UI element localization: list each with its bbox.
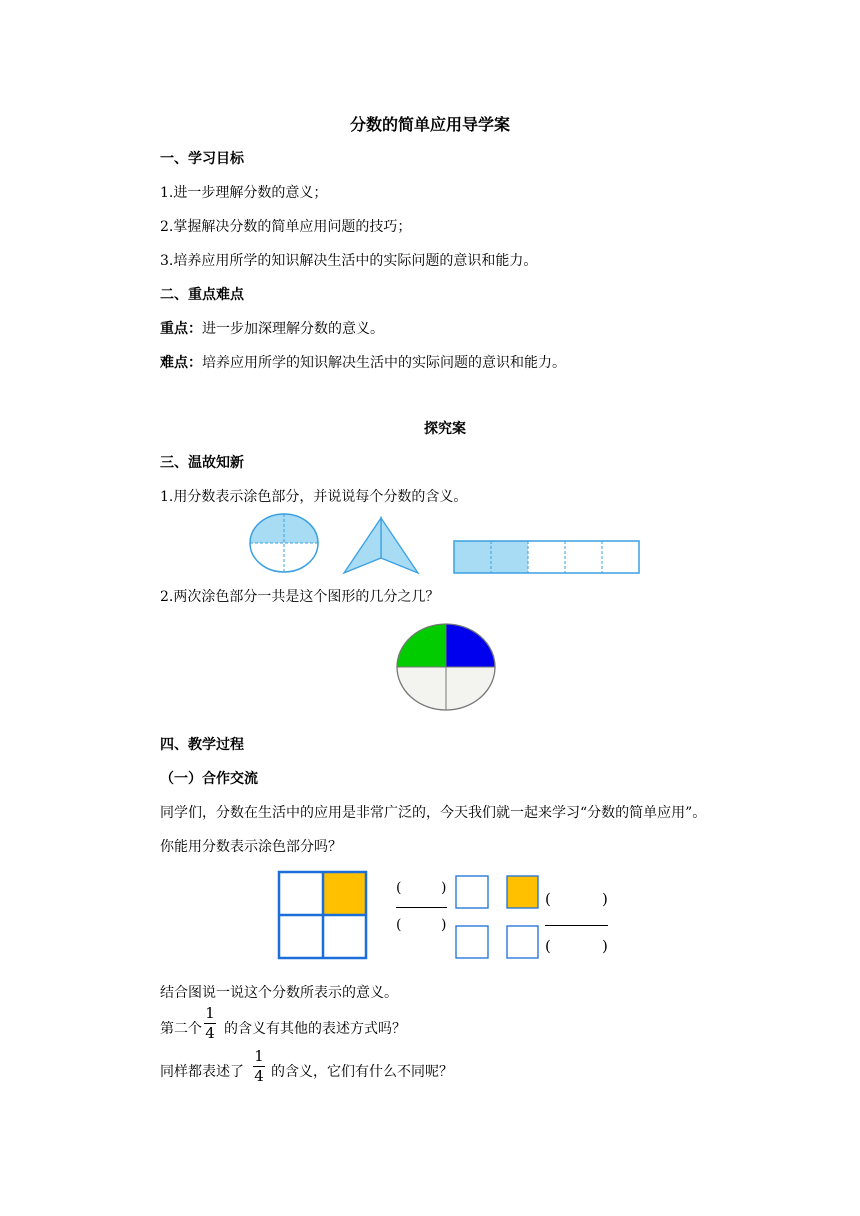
key-point-text: 进一步加深理解分数的意义。 bbox=[202, 321, 384, 337]
fraction-bar-2 bbox=[545, 925, 608, 926]
goal-item-2: 2.掌握解决分数的简单应用问题的技巧； bbox=[160, 219, 412, 235]
blank-denominator-close: ) bbox=[441, 917, 447, 933]
key-point-label: 重点： bbox=[160, 321, 202, 337]
difficult-point-label: 难点： bbox=[160, 355, 202, 371]
intro-paragraph: 同学们，分数在生活中的应用是非常广泛的，今天我们就一起来学习“分数的简单应用”。 bbox=[160, 805, 707, 821]
fraction-one-quarter-2 bbox=[253, 1048, 265, 1085]
blank-denominator-open: ( bbox=[396, 917, 402, 933]
oval-quarters-figure bbox=[393, 620, 499, 714]
question-shade-fraction: 你能用分数表示涂色部分吗？ bbox=[160, 839, 342, 855]
question-difference-prefix: 同样都表述了 bbox=[160, 1064, 244, 1080]
review-question-2: 2.两次涂色部分一共是这个图形的几分之几？ bbox=[160, 589, 440, 605]
section-4-heading: 四、教学过程 bbox=[160, 737, 244, 753]
question-difference-suffix: 的含义，它们有什么不同呢？ bbox=[271, 1064, 453, 1080]
question-other-expression-prefix: 第二个 bbox=[160, 1021, 202, 1037]
blank-fraction-figures bbox=[454, 874, 542, 960]
blank-denominator-close-2: ) bbox=[602, 937, 608, 955]
section-3-heading: 三、温故知新 bbox=[160, 455, 244, 471]
blank-denominator-open-2: ( bbox=[545, 937, 551, 955]
review-question-1: 1.用分数表示涂色部分，并说说每个分数的含义。 bbox=[160, 489, 468, 505]
goal-item-1: 1.进一步理解分数的意义； bbox=[160, 185, 328, 201]
subsection-heading: （一）合作交流 bbox=[160, 771, 258, 787]
explore-title: 探究案 bbox=[424, 421, 466, 437]
key-point bbox=[160, 318, 384, 338]
blank-numerator-close-2: ) bbox=[602, 890, 608, 908]
fraction-numerator: 1 bbox=[205, 1004, 215, 1022]
section-2-heading: 二、重点难点 bbox=[160, 287, 244, 303]
fraction-denominator-2: 4 bbox=[254, 1067, 264, 1085]
blank-numerator-close: ) bbox=[441, 880, 447, 896]
fraction-bar bbox=[396, 907, 447, 908]
grid-square-figure bbox=[276, 869, 370, 961]
fraction-numerator-2: 1 bbox=[254, 1047, 264, 1065]
fraction-denominator: 4 bbox=[205, 1024, 215, 1042]
blank-numerator-open: ( bbox=[396, 880, 402, 896]
goal-item-3: 3.培养应用所学的知识解决生活中的实际问题的意识和能力。 bbox=[160, 253, 538, 269]
circle-quarters-figure bbox=[245, 512, 323, 574]
explain-meaning-text: 结合图说一说这个分数所表示的意义。 bbox=[160, 985, 398, 1001]
triangle-figure bbox=[340, 514, 422, 576]
blank-numerator-open-2: ( bbox=[545, 890, 551, 908]
difficult-point-text: 培养应用所学的知识解决生活中的实际问题的意识和能力。 bbox=[202, 355, 566, 371]
rectangle-fifths-figure bbox=[452, 539, 642, 575]
page-title: 分数的简单应用导学案 bbox=[349, 115, 510, 134]
section-1-heading: 一、学习目标 bbox=[160, 151, 244, 167]
question-other-expression-suffix: 的含义有其他的表述方式吗？ bbox=[224, 1021, 406, 1037]
fraction-one-quarter bbox=[204, 1005, 216, 1042]
difficult-point bbox=[160, 352, 566, 372]
